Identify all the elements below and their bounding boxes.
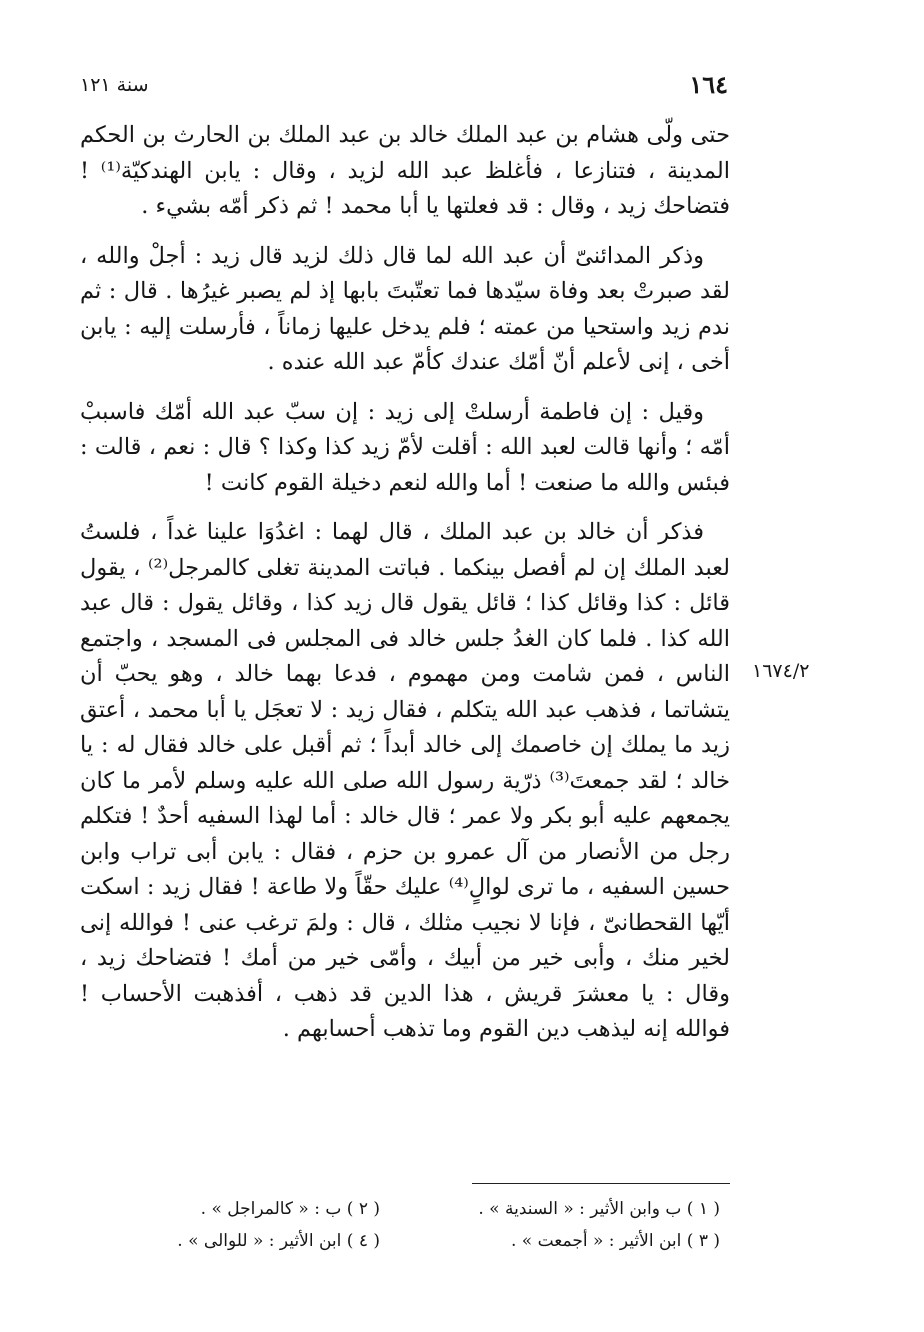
paragraph: وذكر المدائنىّ أن عبد الله لما قال ذلك لزيد قال زيد : أجلْ والله ، لقد صبرتْ بعد وفاة سيّدها فما تعتّبتَ بابها إذ لم يصبر غيرُها . قال : ثم ندم زيد واستحيا من عمته ؛ فلم يدخل عليها زماناً ، فأرسلت إليه : يابن أخى ، إنى لأعلم أنّ أمّك عندك كأمّ عبد الله عنده .: [80, 242, 730, 375]
running-head-year: سنة ١٢١: [80, 74, 149, 96]
paragraph: فذكر أن خالد بن عبد الملك ، قال لهما : اغدُوَا علينا غداً ، فلستُ لعبد الملك إن لم أفصل بينكما . فباتت المدينة تغلى كالمرجل⁽²⁾ ، يقول قائل : كذا وقائل كذا ؛ قائل يقول قال زيد كذا ، وقائل يقول : قال عبد الله كذا . فلما كان الغدُ جلس خالد فى المجلس فى المسجد ، واجتمع الناس ، فمن شامت ومن مهموم ، فدعا بهما خالد ، وهو يحبّ أن يتشاتما ، فذهب عبد الله يتكلم ، فقال زيد : لا تعجَل يا أبا محمد ، أعتق زيد ما يملك إن خاصمك إلى خالد أبداً ؛ ثم أقبل على خالد فقال له : يا خالد ؛ لقد جمعتَ⁽³⁾ ذرّية رسول الله صلى الله عليه وسلم لأمر ما كان يجمعهم عليه أبو بكر ولا عمر ؛ قال خالد : أما لهذا السفيه أحدٌ ! فتكلم رجل من الأنصار من آل عمرو بن حزم ، فقال : يابن أبى تراب وابن حسين السفيه ، ما ترى لوالٍ⁽⁴⁾ عليك حقّاً ولا طاعة ! فقال زيد : اسكت أيّها القحطانىّ ، فإنا لا نجيب مثلك ، قال : ولمَ ترغب عنى ! فوالله إنى لخير منك ، وأبى خير من أبيك ، وأمّى خير من أمك ! فتضاحك زيد ، وقال : يا معشرَ قريش ، هذا الدين قد ذهب ، أفذهبت الأحساب ! فوالله إنه ليذهب دين القوم وما تذهب أحسابهم .: [80, 519, 731, 1042]
footnote-2: ( ٢ ) ب : « كالمراجل » .: [200, 1199, 380, 1219]
page-number: ١٦٤: [689, 70, 728, 99]
paragraph: حتى ولّى هشام بن عبد الملك خالد بن عبد الملك بن الحارث بن الحكم المدينة ، فتنازعا ، فأغلظ عبد الله لزيد ، وقال : يابن الهندكيّة⁽¹⁾ ! فتضاحك زيد ، وقال : قد فعلتها يا أبا محمد ! ثم ذكر أمّه بشيء .: [80, 122, 730, 219]
footnote-1: ( ١ ) ب وابن الأثير : « السندية » .: [478, 1199, 720, 1219]
margin-page-reference: ١٦٧٤/٢: [752, 660, 810, 682]
paragraph: وقيل : إن فاطمة أرسلتْ إلى زيد : إن سبّ عبد الله أمّك فاسببْ أمّه ؛ وأنها قالت لعبد الله : أقلت لأمّ زيد كذا وكذا ؟ قال : نعم ، قالت : فبئس والله ما صنعت ! أما والله لنعم دخيلة القوم كانت !: [80, 398, 730, 496]
footnote-3: ( ٣ ) ابن الأثير : « أجمعت » .: [511, 1231, 720, 1251]
footnote-divider: [472, 1183, 730, 1184]
page-header: [80, 70, 728, 106]
footnote-4: ( ٤ ) ابن الأثير : « للوالى » .: [177, 1231, 380, 1251]
main-text: [80, 118, 730, 1062]
